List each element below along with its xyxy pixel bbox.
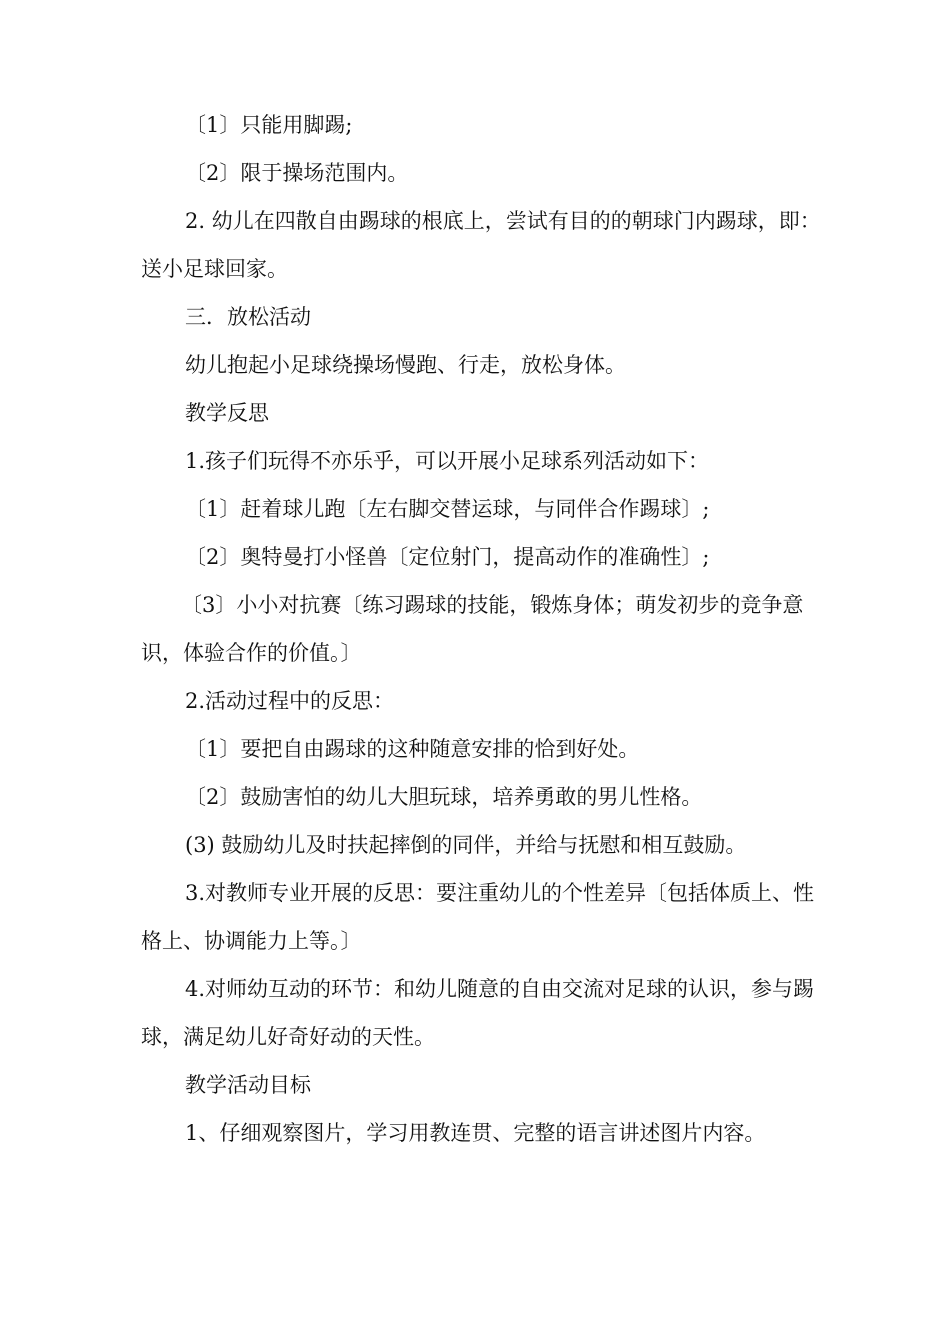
paragraph-18: 1、仔细观察图片，学习用教连贯、完整的语言讲述图片内容。 [185,1121,766,1145]
paragraph-12: 〔1〕要把自由踢球的这种随意安排的恰到好处。 [185,737,640,761]
paragraph-8: 〔1〕赶着球儿跑〔左右脚交替运球，与同伴合作踢球〕; [185,497,710,521]
paragraph-1: 〔1〕只能用脚踢; [185,113,353,137]
paragraph-11: 2.活动过程中的反思： [185,689,395,713]
paragraph-9: 〔2〕奥特曼打小怪兽〔定位射门，提高动作的准确性〕; [185,545,710,569]
paragraph-3: 2. 幼儿在四散自由踢球的根底上，尝试有目的的朝球门内踢球，即：送小足球回家。 [141,209,821,281]
paragraph-10: 〔3〕小小对抗赛〔练习踢球的技能，锻炼身体；萌发初步的竞争意识，体验合作的价值。〕 [141,593,804,665]
paragraph-16: 4.对师幼互动的环节：和幼儿随意的自由交流对足球的认识，参与踢球，满足幼儿好奇好动的天性。 [141,977,815,1049]
paragraph-13: 〔2〕鼓励害怕的幼儿大胆玩球，培养勇敢的男儿性格。 [185,785,703,809]
section-heading-relax: 三．放松活动 [185,305,311,329]
paragraph-2: 〔2〕限于操场范围内。 [185,161,409,185]
paragraph-14: (3) 鼓励幼儿及时扶起摔倒的同伴，并给与抚慰和相互鼓励。 [185,833,747,857]
paragraph-15: 3.对教师专业开展的反思：要注重幼儿的个性差异〔包括体质上、性格上、协调能力上等。〕 [141,881,815,953]
paragraph-5: 幼儿抱起小足球绕操场慢跑、行走，放松身体。 [185,353,626,377]
document-body [141,101,831,1157]
section-heading-reflection: 教学反思 [185,401,269,425]
paragraph-7: 1.孩子们玩得不亦乐乎，可以开展小足球系列活动如下： [185,449,710,473]
section-heading-goals: 教学活动目标 [185,1073,311,1097]
